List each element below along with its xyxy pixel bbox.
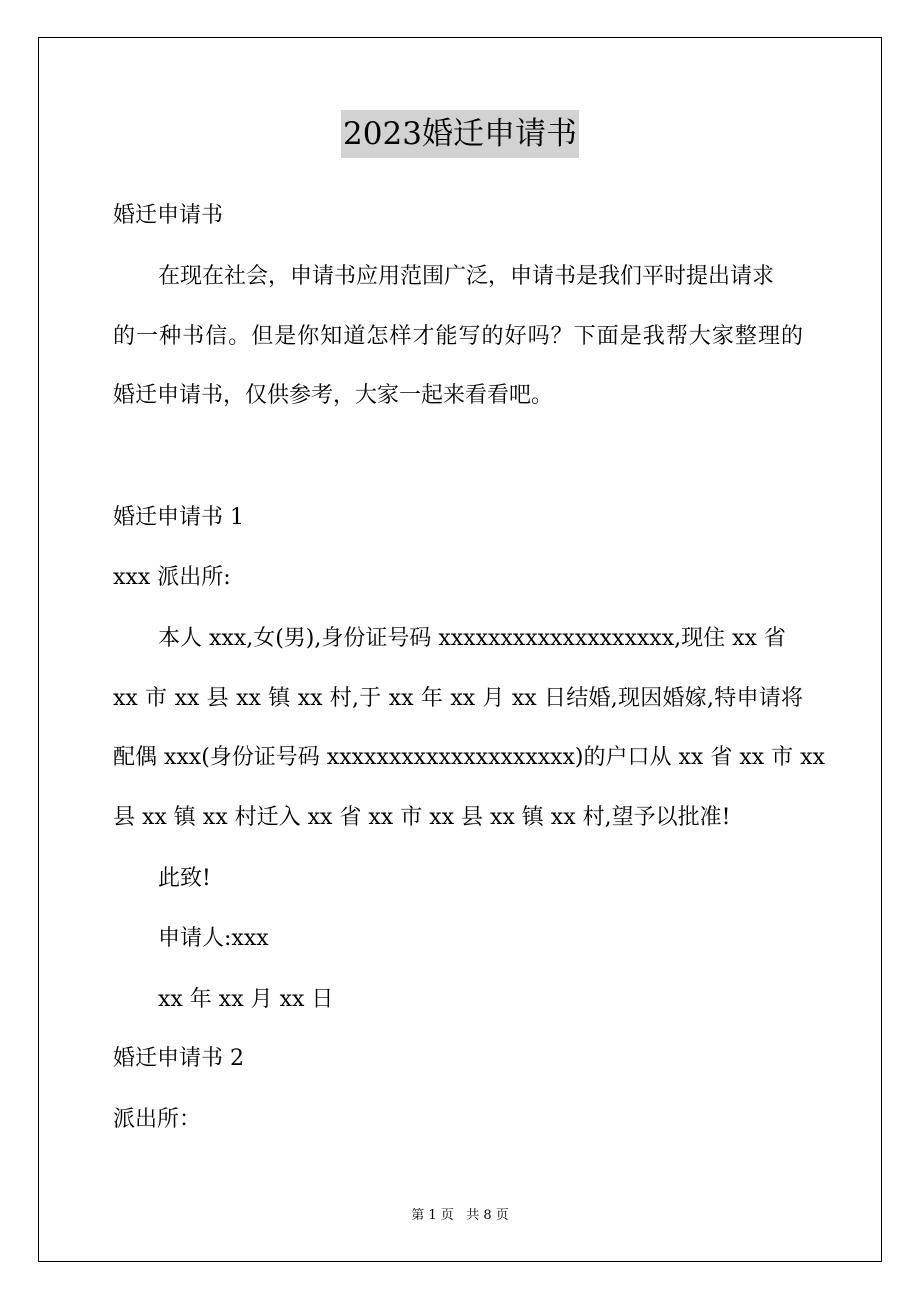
body-line-3: 配偶 xxx(身份证号码 xxxxxxxxxxxxxxxxxxxx)的户口从 xx 省 xx 市 xx [113,745,825,770]
intro-line-3: 婚迁申请书，仅供参考，大家一起来看看吧。 [113,383,554,408]
subtitle: 婚迁申请书 [113,203,224,228]
applicant: 申请人:xxx [158,926,269,951]
page-total: 共 8 页 [466,1208,509,1223]
body-line-2: xx 市 xx 县 xx 镇 xx 村,于 xx 年 xx 月 xx 日结婚,现因婚嫁,特申请将 [113,686,803,711]
date: xx 年 xx 月 xx 日 [158,987,334,1012]
page-footer [0,1207,920,1225]
addressee-2: 派出所： [113,1107,202,1132]
document-title: 2023婚迁申请书 [341,110,579,158]
section-heading-2: 婚迁申请书 2 [113,1046,244,1071]
addressee: xxx 派出所: [113,565,231,590]
intro-line-2: 的一种书信。但是你知道怎样才能写的好吗？下面是我帮大家整理的 [113,324,803,349]
closing: 此致! [158,866,211,891]
page-number: 第 1 页 [411,1208,454,1223]
title-container [0,110,920,158]
section-heading-1: 婚迁申请书 1 [113,505,244,530]
body-line-4: 县 xx 镇 xx 村迁入 xx 省 xx 市 xx 县 xx 镇 xx 村,望予以批准! [113,805,731,830]
intro-line-1: 在现在社会，申请书应用范围广泛，申请书是我们平时提出请求 [158,264,775,289]
body-line-1: 本人 xxx,女(男),身份证号码 xxxxxxxxxxxxxxxxxxx,现住 xx 省 [158,626,786,651]
